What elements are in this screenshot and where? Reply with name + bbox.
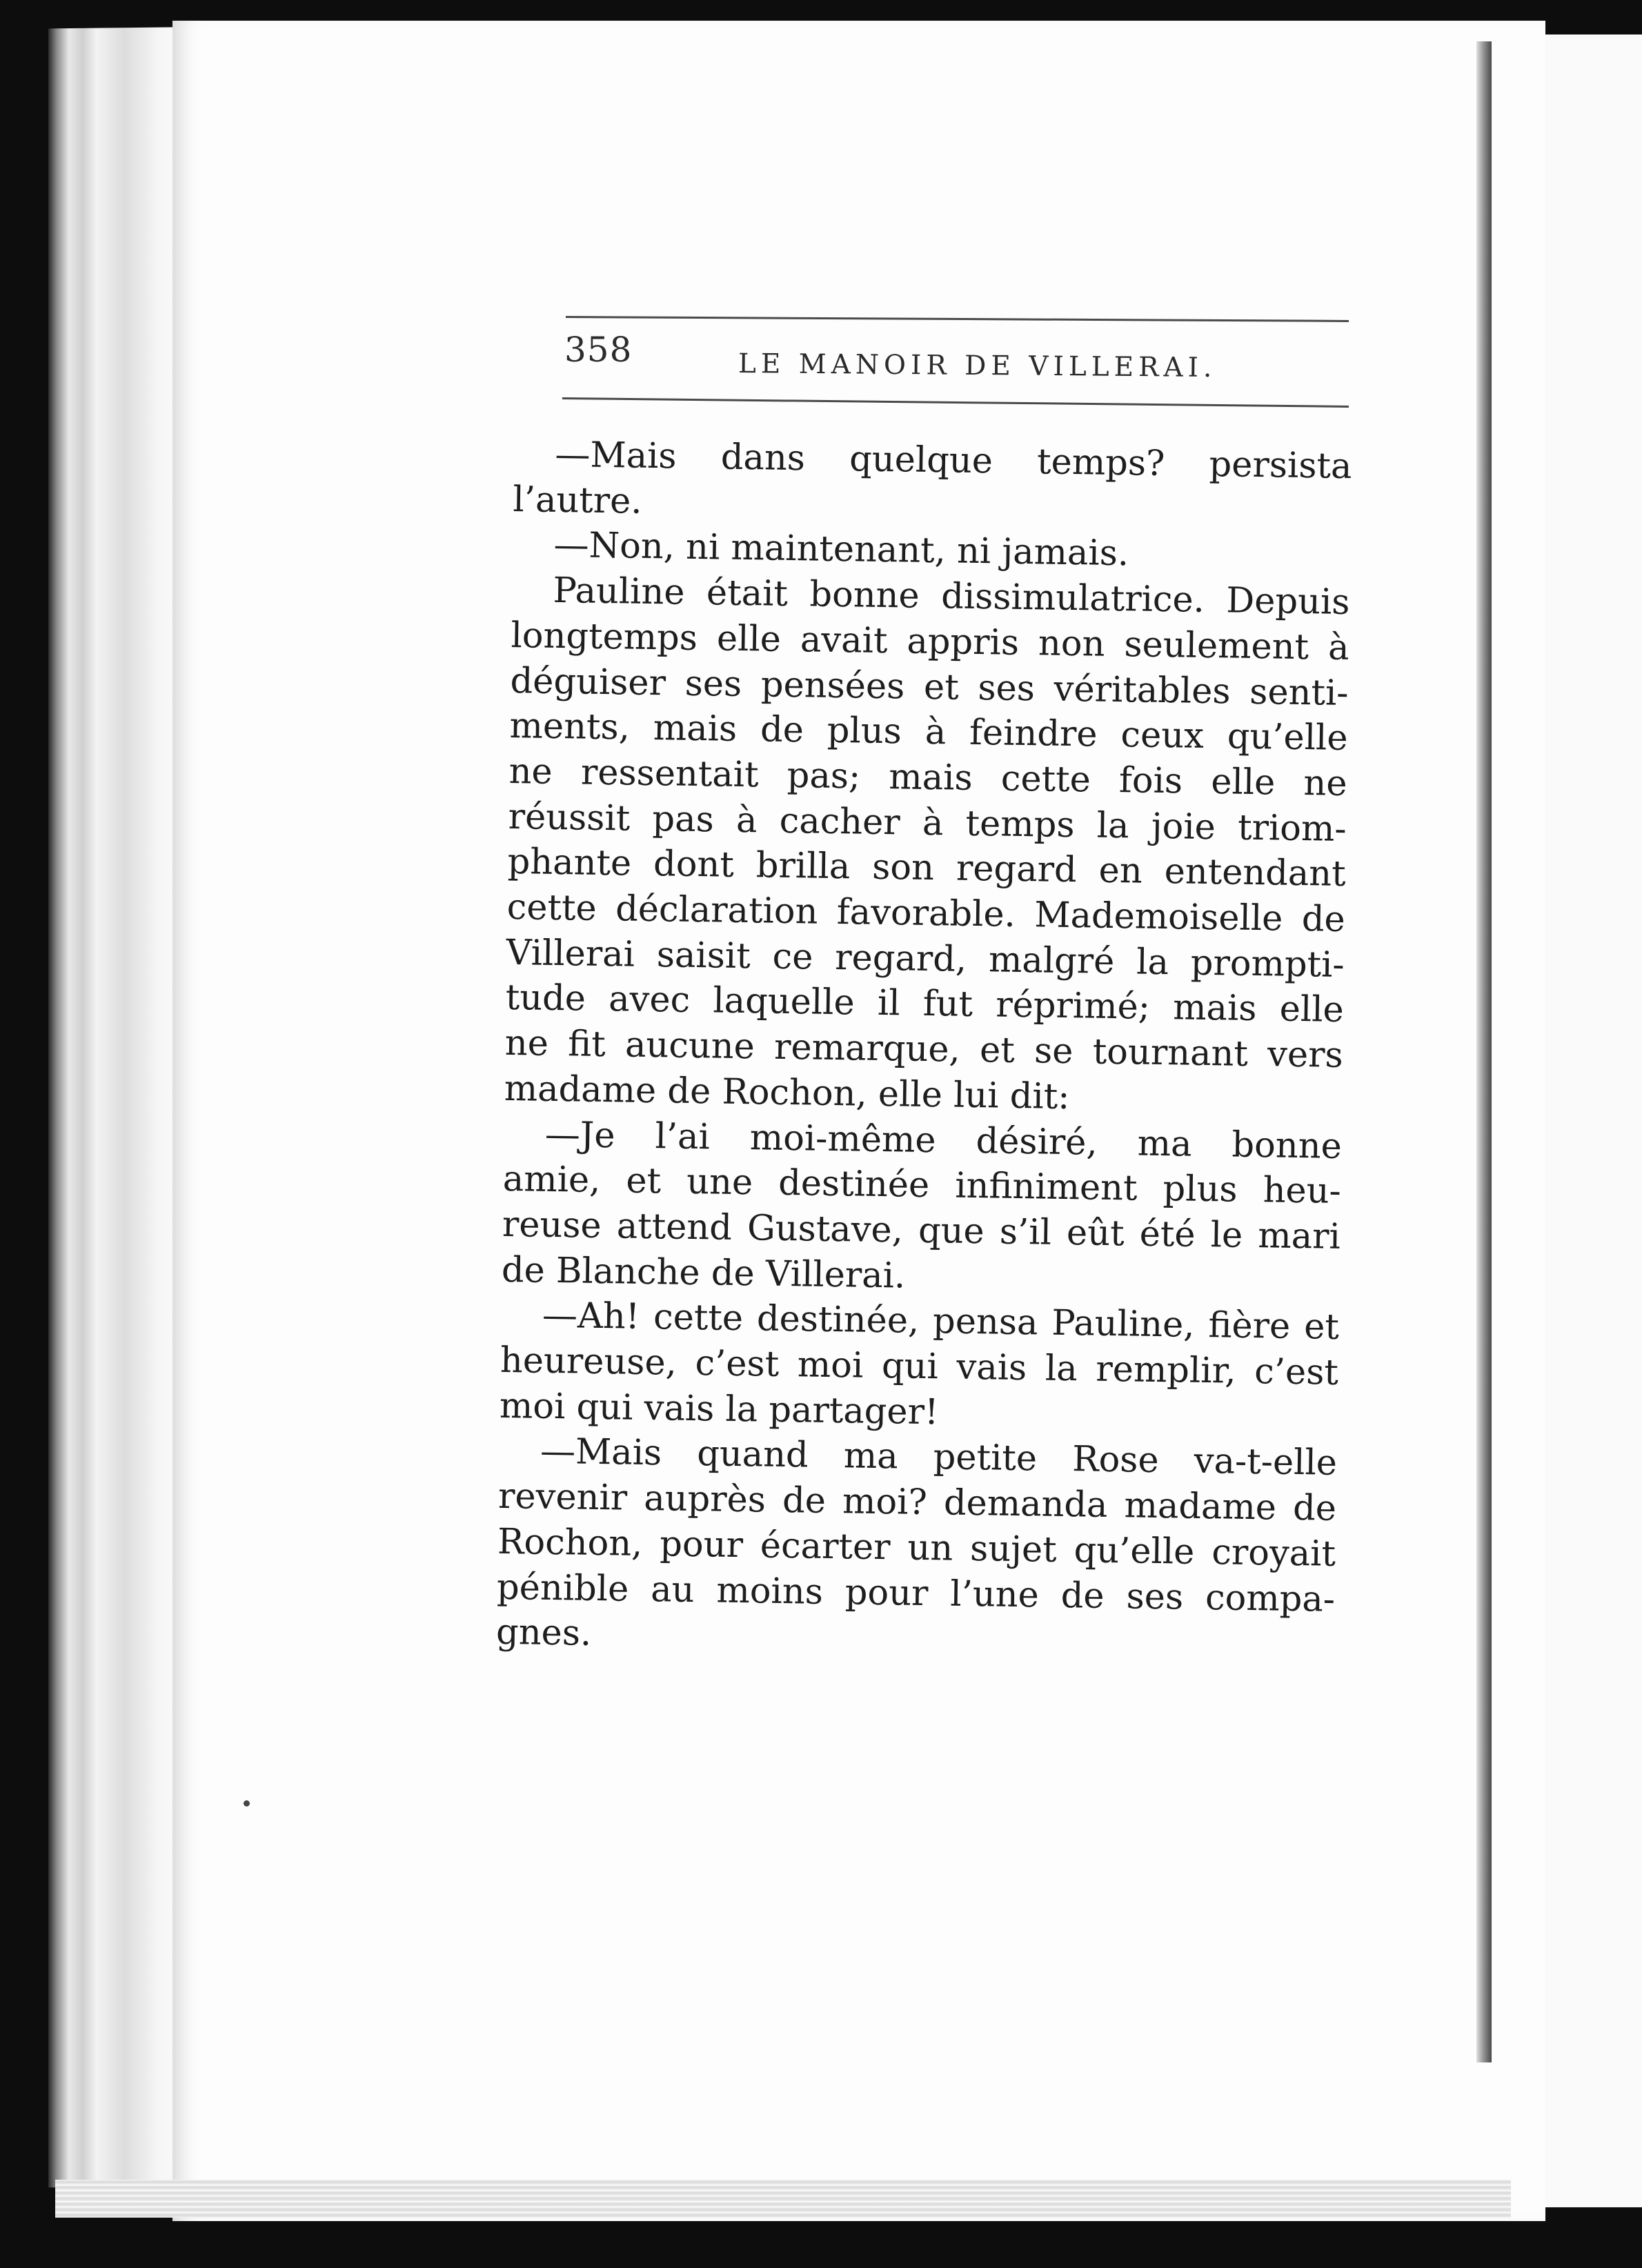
text-line: reuse attend Gustave, que s’il eût été le mari <box>502 1204 1341 1257</box>
text-line: ments, mais de plus à feindre ceux qu’elle <box>509 706 1348 759</box>
text-line: amie, et une destinée infiniment plus heu- <box>502 1159 1342 1213</box>
text-line: —Non, ni maintenant, ni jamais. <box>553 525 1129 575</box>
text-line: Villerai saisit ce regard, malgré la prompti- <box>506 932 1345 986</box>
text-line: moi qui vais la partager! <box>499 1385 939 1433</box>
text-line: tude avec laquelle il fut réprimé; mais elle <box>505 977 1345 1031</box>
text-line: gnes. <box>495 1612 592 1655</box>
text-line: déguiser ses pensées et ses véritables senti- <box>510 660 1349 714</box>
text-line: —Mais dans quelque temps? persista <box>555 434 1352 488</box>
text-line: ne fit aucune remarque, et se tournant vers <box>504 1023 1344 1077</box>
text-line: ne ressentait pas; mais cette fois elle ne <box>508 750 1347 804</box>
text-line: madame de Rochon, elle lui dit: <box>504 1068 1070 1117</box>
ink-speck <box>244 1800 250 1807</box>
text-line: —Je l’ai moi-même désiré, ma bonne <box>544 1114 1343 1167</box>
text-line: revenir auprès de moi? demanda madame de <box>497 1476 1337 1530</box>
text-line: de Blanche de Villerai. <box>501 1249 906 1297</box>
text-line: phante dont brilla son regard en entendant <box>507 842 1347 895</box>
gutter-shadow <box>1476 41 1492 2062</box>
bottom-page-edges <box>55 2180 1511 2218</box>
text-line: longtemps elle avait appris non seulement à <box>511 615 1349 668</box>
text-line: réussit pas à cacher à temps la joie triom- <box>508 796 1347 850</box>
text-line: —Mais quand ma petite Rose va-t-elle <box>540 1431 1338 1484</box>
text-line: cette déclaration favorable. Mademoiselle de <box>506 886 1346 940</box>
text-line: Rochon, pour écarter un sujet qu’elle croyait <box>497 1521 1336 1575</box>
text-line: —Ah! cette destinée, pensa Pauline, fière et <box>542 1295 1340 1349</box>
page-number: 358 <box>564 330 633 370</box>
text-line: heureuse, c’est moi qui vais la remplir, c’est <box>499 1340 1339 1393</box>
text-line: Pauline était bonne dissimulatrice. Depuis <box>553 570 1350 624</box>
text-line: pénible au moins pour l’une de ses compa- <box>496 1566 1336 1620</box>
running-title: LE MANOIR DE VILLERAI. <box>738 348 1217 384</box>
text-line: l’autre. <box>513 479 643 522</box>
body-text <box>496 432 1352 1668</box>
